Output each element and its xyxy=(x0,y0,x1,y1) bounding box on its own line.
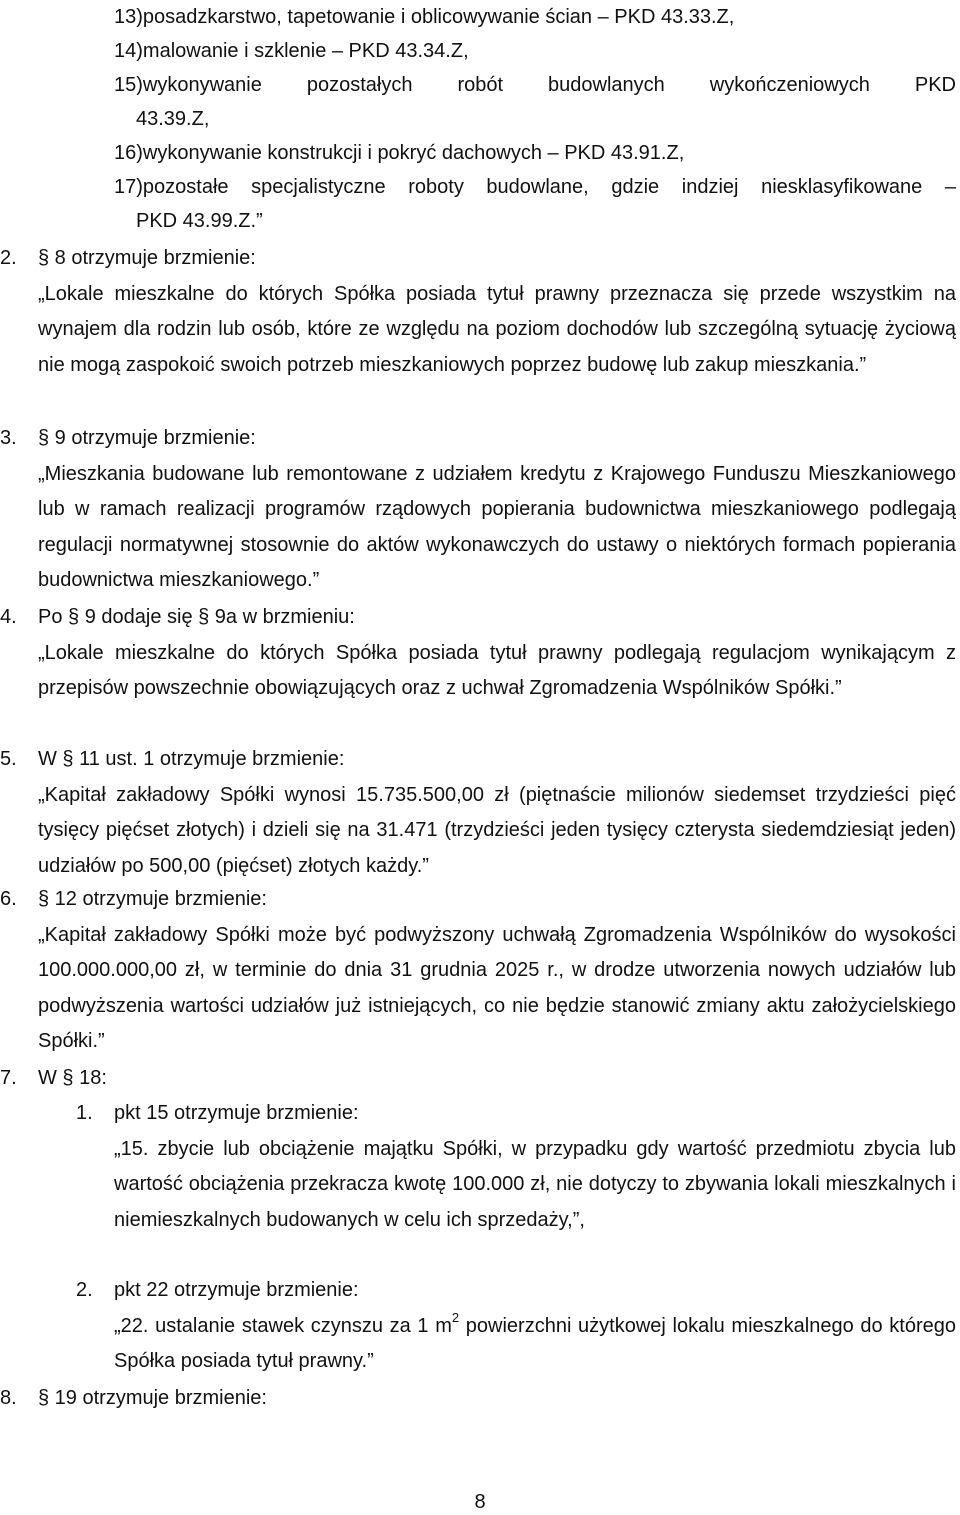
subitem-number: 2. xyxy=(76,1279,93,1301)
pkd-item-17-cont: PKD 43.99.Z.” xyxy=(136,210,263,232)
pkd-item-15-cont: 43.39.Z, xyxy=(136,108,210,130)
pkd-list xyxy=(114,0,956,238)
item-heading: § 19 otrzymuje brzmienie: xyxy=(38,1387,267,1409)
subitem-heading: pkt 15 otrzymuje brzmienie: xyxy=(114,1102,359,1124)
item-number: 3. xyxy=(0,427,17,449)
page-number: 8 xyxy=(474,1491,486,1513)
item-heading: § 9 otrzymuje brzmienie: xyxy=(38,427,256,449)
amendment-item-4 xyxy=(0,600,956,707)
item-number: 7. xyxy=(0,1067,17,1089)
item-text: „Mieszkania budowane lub remontowane z udziałem kredytu z Krajowego Funduszu Mieszkaniowego lub w ramach realizacji programów rządowych popierania budownictwa mieszkaniowego podlegają regulacji normatywnej stosownie do aktów wykonawczych do ustawy o niektórych formach popierania budownictwa mieszkaniowego.” xyxy=(38,462,956,591)
subitem-text xyxy=(114,1309,956,1380)
pkd-item-13: 13)posadzkarstwo, tapetowanie i oblicowywanie ścian – PKD 43.33.Z, xyxy=(114,6,735,28)
item-text: „Lokale mieszkalne do których Spółka posiada tytuł prawny podlegają regulacjom wynikającym z przepisów powszechnie obowiązujących oraz z uchwał Zgromadzenia Wspólników Spółki.” xyxy=(38,641,956,699)
subitem-text: „15. zbycie lub obciążenie majątku Spółki, w przypadku gdy wartość przedmiotu zbycia lub wartość obciążenia przekracza kwotę 100.000 zł, nie dotyczy to zbywania lokali mieszkalnych i niemieszkalnych budowanych w celu ich sprzedaży,”, xyxy=(114,1137,956,1231)
pkd-item-16: 16)wykonywanie konstrukcji i pokryć dachowych – PKD 43.91.Z, xyxy=(114,142,685,164)
amendment-item-8 xyxy=(0,1381,956,1417)
amendment-item-7 xyxy=(0,1061,956,1097)
item-text: „Lokale mieszkalne do których Spółka posiada tytuł prawny przeznacza się przede wszystkim na wynajem dla rodzin lub osób, które ze względu na poziom dochodów lub szczególną sytuację życiową nie mogą zaspokoić swoich potrzeb mieszkaniowych poprzez budowę lub zakup mieszkania.” xyxy=(38,282,956,376)
amendment-item-6 xyxy=(0,882,956,1060)
item-text: „Kapitał zakładowy Spółki wynosi 15.735.500,00 zł (piętnaście milionów siedemset trzydzieści pięć tysięcy pięćset złotych) i dzieli się na 31.471 (trzydzieści jeden tysięcy czterysta siedemdziesiąt jeden) udziałów po 500,00 (pięćset) złotych każdy.” xyxy=(38,783,956,877)
subitem-2 xyxy=(76,1273,956,1380)
item-number: 2. xyxy=(0,247,17,269)
subitem-number: 1. xyxy=(76,1102,93,1124)
subitem-text-after: powierzchni użytkowej lokalu mieszkalnego do którego Spółka posiada tytuł prawny.” xyxy=(114,1314,956,1372)
amendment-item-5 xyxy=(0,742,956,884)
item-heading: § 12 otrzymuje brzmienie: xyxy=(38,888,267,910)
item-number: 4. xyxy=(0,606,17,628)
item-number: 8. xyxy=(0,1387,17,1409)
pkd-item-15: 15)wykonywanie pozostałych robót budowlanych wykończeniowych PKD xyxy=(114,74,956,96)
pkd-item-14: 14)malowanie i szklenie – PKD 43.34.Z, xyxy=(114,40,469,62)
item-heading: § 8 otrzymuje brzmienie: xyxy=(38,247,256,269)
item-number: 6. xyxy=(0,888,17,910)
superscript: 2 xyxy=(451,1309,460,1325)
amendment-item-2 xyxy=(0,241,956,383)
item-heading: W § 11 ust. 1 otrzymuje brzmienie: xyxy=(38,748,345,770)
item-number: 5. xyxy=(0,748,17,770)
pkd-item-17: 17)pozostałe specjalistyczne roboty budowlane, gdzie indziej niesklasyfikowane – xyxy=(114,176,956,198)
item-text: „Kapitał zakładowy Spółki może być podwyższony uchwałą Zgromadzenia Wspólników do wysokości 100.000.000,00 zł, w terminie do dnia 31 grudnia 2025 r., w drodze utworzenia nowych udziałów lub podwyższenia wartości udziałów już istniejących, co nie będzie stanowić zmiany aktu założycielskiego Spółki.” xyxy=(38,923,956,1052)
item-heading: Po § 9 dodaje się § 9a w brzmieniu: xyxy=(38,606,355,628)
amendment-item-3 xyxy=(0,421,956,599)
subitem-heading: pkt 22 otrzymuje brzmienie: xyxy=(114,1279,359,1301)
subitem-text-before: „22. ustalanie stawek czynszu za 1 m xyxy=(114,1314,452,1337)
subitem-1 xyxy=(76,1096,956,1238)
item-heading: W § 18: xyxy=(38,1067,107,1089)
